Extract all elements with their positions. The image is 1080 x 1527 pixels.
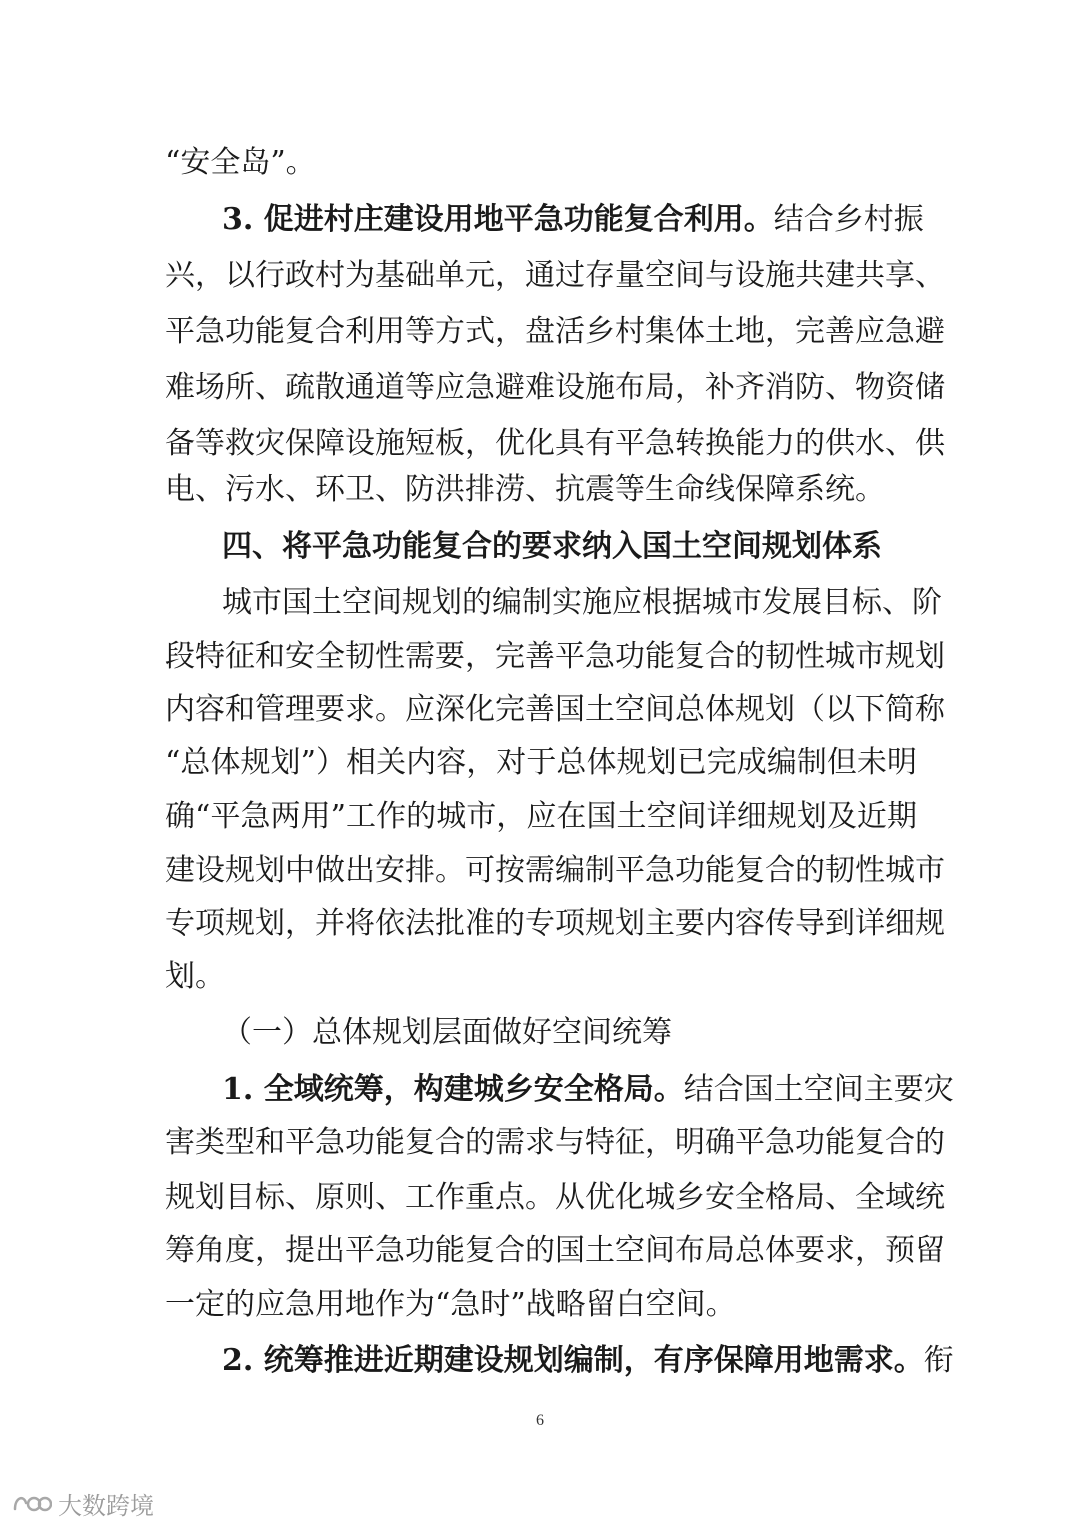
paragraph-text: 结合乡村振: [773, 202, 924, 237]
paragraph-line: 害类型和平急功能复合的需求与特征，明确平急功能复合的: [165, 1125, 945, 1160]
paragraph-line: 城市国土空间规划的编制实施应根据城市发展目标、阶: [222, 585, 942, 620]
paragraph-line: 规划目标、原则、工作重点。从优化城乡安全格局、全域统: [165, 1180, 945, 1215]
numbered-item-heading-line: [222, 200, 924, 240]
paragraph-line: “总体规划”）相关内容，对于总体规划已完成编制但未明: [165, 745, 917, 780]
paragraph-line: 一定的应急用地作为“急时”战略留白空间。: [165, 1287, 736, 1322]
paragraph-line: 划。: [165, 959, 225, 994]
numbered-item-heading-line: [222, 1341, 954, 1381]
page-number: 6: [536, 1412, 544, 1429]
watermark-logo-icon: [12, 1491, 52, 1515]
paragraph-line: 确“平急两用”工作的城市，应在国土空间详细规划及近期: [165, 799, 917, 834]
paragraph-line: 段特征和安全韧性需要，完善平急功能复合的韧性城市规划: [165, 639, 945, 674]
watermark: [12, 1488, 154, 1518]
paragraph-line: 建设规划中做出安排。可按需编制平急功能复合的韧性城市: [165, 853, 945, 888]
numbered-item-heading-line: [222, 1070, 954, 1110]
paragraph-line: 专项规划，并将依法批准的专项规划主要内容传导到详细规: [165, 906, 945, 941]
section-heading: 四、将平急功能复合的要求纳入国土空间规划体系: [222, 529, 882, 564]
paragraph-line: 备等救灾保障设施短板，优化具有平急转换能力的供水、供: [165, 426, 945, 461]
numbered-item-title: 3. 促进村庄建设用地平急功能复合利用。: [222, 202, 774, 237]
paragraph-line: 筹角度，提出平急功能复合的国土空间布局总体要求，预留: [165, 1233, 945, 1268]
paragraph-line: 兴，以行政村为基础单元，通过存量空间与设施共建共享、: [165, 258, 945, 293]
paragraph-line: “安全岛”。: [165, 145, 316, 180]
paragraph-line: 电、污水、环卫、防洪排涝、抗震等生命线保障系统。: [165, 472, 885, 507]
paragraph-line: 平急功能复合利用等方式，盘活乡村集体土地，完善应急避: [165, 314, 945, 349]
paragraph-text: 衔: [923, 1343, 954, 1378]
numbered-item-title: 1. 全域统筹，构建城乡安全格局。: [222, 1072, 684, 1107]
paragraph-line: 难场所、疏散通道等应急避难设施布局，补齐消防、物资储: [165, 370, 945, 405]
numbered-item-title: 2. 统筹推进近期建设规划编制，有序保障用地需求。: [222, 1343, 924, 1378]
paragraph-line: 内容和管理要求。应深化完善国土空间总体规划（以下简称: [165, 692, 945, 727]
subsection-heading: （一）总体规划层面做好空间统筹: [222, 1015, 672, 1050]
watermark-text: 大数跨境: [58, 1491, 154, 1520]
paragraph-text: 结合国土空间主要灾: [683, 1072, 954, 1107]
